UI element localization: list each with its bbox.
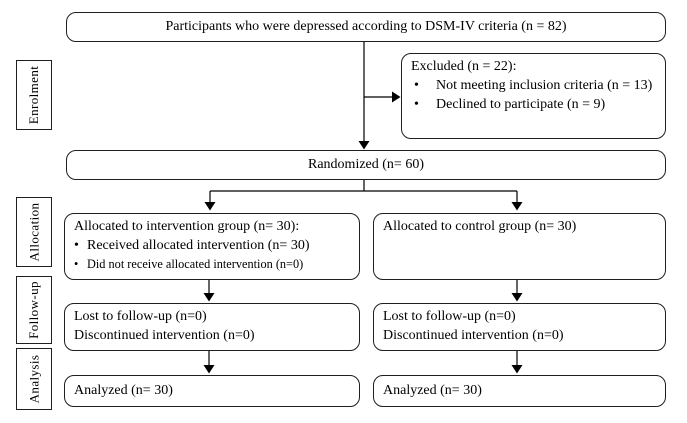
analyzed-control-box <box>373 375 666 407</box>
participants-box <box>66 12 666 42</box>
control-allocation-text: Allocated to control group (n= 30) <box>383 219 577 234</box>
stage-box-analysis <box>16 348 52 410</box>
excluded-bullet-item <box>411 96 657 115</box>
excluded-box <box>401 53 666 139</box>
stage-box-allocation <box>16 197 52 267</box>
intervention-bullet-item <box>74 237 351 256</box>
randomized-text: Randomized (n= 60) <box>308 156 424 172</box>
excluded-bullet-item <box>411 77 657 96</box>
arrowhead-followup-left <box>204 293 215 302</box>
analyzed-control-text: Analyzed (n= 30) <box>383 382 482 398</box>
arrowhead-intervention <box>205 202 216 211</box>
arrowhead-followup-right <box>512 293 523 302</box>
stage-label-enrolment: Enrolment <box>26 65 42 125</box>
arrowhead-randomized <box>359 141 370 150</box>
stage-label-analysis: Analysis <box>26 354 42 404</box>
followup-control-line1: Lost to follow-up (n=0) <box>383 309 516 324</box>
control-allocation-box <box>373 213 666 280</box>
stage-label-followup: Follow-up <box>26 281 41 339</box>
stage-box-enrolment <box>16 60 52 130</box>
excluded-bullet-1-text: • Not meeting inclusion criteria (n = 13) <box>436 77 653 93</box>
randomized-box <box>66 150 666 180</box>
followup-control-box <box>373 303 666 351</box>
followup-intervention-line1: Lost to follow-up (n=0) <box>74 309 207 324</box>
arrowhead-control <box>512 202 523 211</box>
arrowhead-analyzed-left <box>204 365 215 374</box>
stage-label-allocation: Allocation <box>26 202 42 262</box>
intervention-heading: Allocated to intervention group (n= 30): <box>74 219 300 234</box>
analyzed-intervention-text: Analyzed (n= 30) <box>74 382 173 398</box>
followup-intervention-line2: Discontinued intervention (n=0) <box>74 327 255 343</box>
arrowhead-excluded <box>392 92 401 103</box>
stage-box-followup <box>16 276 52 344</box>
arrowhead-analyzed-right <box>512 365 523 374</box>
analyzed-intervention-box <box>64 375 360 407</box>
intervention-allocation-box <box>64 213 360 280</box>
intervention-bullet-item <box>74 256 351 274</box>
followup-control-line2: Discontinued intervention (n=0) <box>383 327 564 343</box>
excluded-bullet-2-text: • Declined to participate (n = 9) <box>436 96 606 112</box>
participants-text: Participants who were depressed according to DSM-IV criteria (n = 82) <box>165 18 567 34</box>
intervention-bullet-2-text: • Did not receive allocated intervention (n=0) <box>87 256 304 271</box>
followup-intervention-box <box>64 303 360 351</box>
intervention-bullet-1-text: • Received allocated intervention (n= 30) <box>87 237 310 253</box>
excluded-heading: Excluded (n = 22): <box>411 59 517 74</box>
